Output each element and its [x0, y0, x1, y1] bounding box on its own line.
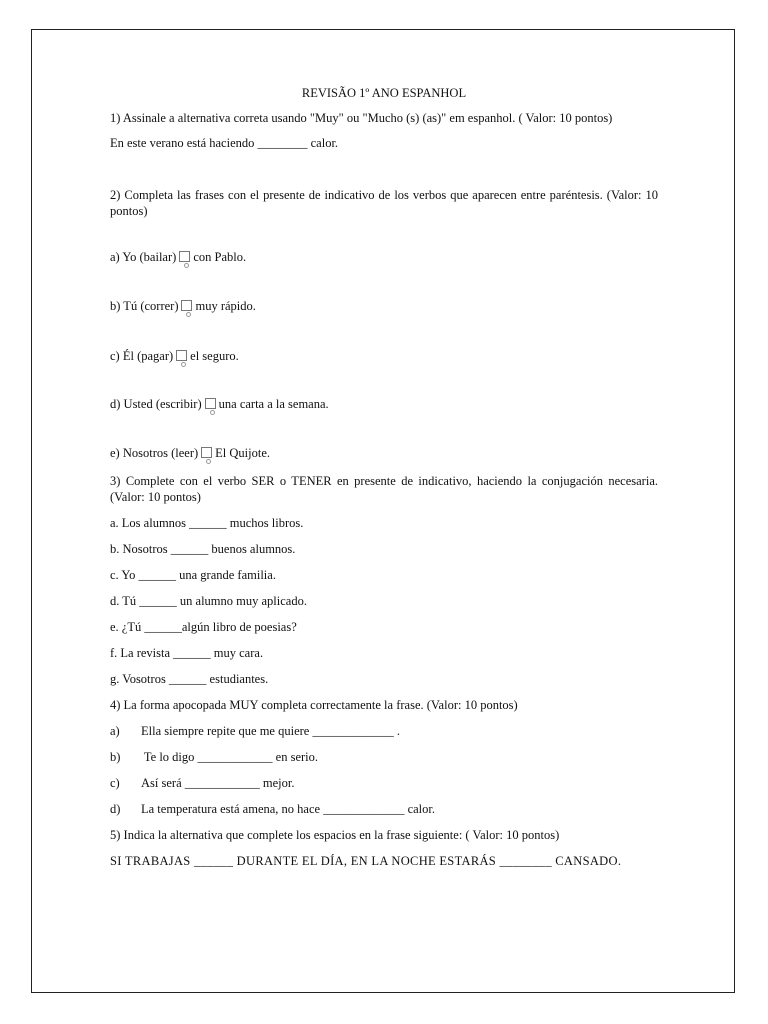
q3-item: d. Tú ______ un alumno muy aplicado.: [110, 594, 307, 608]
q4-prompt: 4) La forma apocopada MUY completa correctamente la frase. (Valor: 10 pontos): [110, 698, 518, 712]
q4-item-text: La temperatura está amena, no hace _____________ calor.: [141, 802, 435, 816]
q3-item: c. Yo ______ una grande familia.: [110, 568, 276, 582]
q4-item: [110, 801, 658, 817]
q2-prompt: 2) Completa las frases con el presente de indicativo de los verbos que aparecen entre paréntesis. (Valor: 10 pontos): [110, 188, 658, 218]
q1-sentence: En este verano está haciendo ________ calor.: [110, 136, 339, 150]
document-page: [31, 29, 735, 993]
q2-item-before: d) Usted (escribir): [110, 397, 202, 411]
checkbox-icon[interactable]: [179, 251, 190, 262]
q4-item: [110, 749, 658, 765]
document-title: REVISÃO 1º ANO ESPANHOL: [301, 86, 467, 100]
q4-item-letter: a): [110, 724, 120, 738]
q2-item-e: [110, 445, 658, 461]
q3-prompt: 3) Complete con el verbo SER o TENER en presente de indicativo, haciendo la conjugación necesaria. (Valor: 10 pontos): [110, 474, 658, 504]
q4-item-letter: d): [110, 802, 121, 816]
q2-item-before: a) Yo (bailar): [110, 250, 177, 264]
q2-item-before: e) Nosotros (leer): [110, 446, 199, 460]
q2-item-after: con Pablo.: [193, 250, 247, 264]
q4-item-letter: b): [110, 750, 121, 764]
q4-item-text: Así será ____________ mejor.: [141, 776, 295, 790]
q2-item-after: el seguro.: [190, 349, 239, 363]
q2-item-after: muy rápido.: [195, 299, 256, 313]
q4-item: [110, 723, 658, 739]
checkbox-icon[interactable]: [181, 300, 192, 311]
q3-item: a. Los alumnos ______ muchos libros.: [110, 516, 304, 530]
q4-item-letter: c): [110, 776, 120, 790]
checkbox-icon[interactable]: [176, 350, 187, 361]
q2-item-before: b) Tú (correr): [110, 299, 179, 313]
q3-item: f. La revista ______ muy cara.: [110, 646, 264, 660]
q3-item: e. ¿Tú ______algún libro de poesias?: [110, 620, 297, 634]
q3-item: g. Vosotros ______ estudiantes.: [110, 672, 269, 686]
document-content: [110, 85, 658, 869]
q2-item-b: [110, 298, 658, 314]
q4-item: [110, 775, 658, 791]
q4-item-text: Te lo digo ____________ en serio.: [141, 750, 319, 764]
q5-sentence: SI TRABAJAS ______ DURANTE EL DÍA, EN LA NOCHE ESTARÁS ________ CANSADO.: [110, 854, 622, 868]
q2-item-after: una carta a la semana.: [218, 397, 329, 411]
q1-prompt: 1) Assinale a alternativa correta usando "Muy" ou "Mucho (s) (as)" em espanhol. ( Valor: 10 pontos): [110, 111, 613, 125]
q2-item-after: El Quijote.: [215, 446, 271, 460]
q5-prompt: 5) Indica la alternativa que complete los espacios en la frase siguiente: ( Valor: 10 pontos): [110, 828, 560, 842]
q3-item: b. Nosotros ______ buenos alumnos.: [110, 542, 296, 556]
q2-item-d: [110, 396, 658, 412]
checkbox-icon[interactable]: [205, 398, 216, 409]
q2-item-a: [110, 249, 658, 265]
q2-item-before: c) Él (pagar): [110, 349, 174, 363]
q2-item-c: [110, 348, 658, 364]
checkbox-icon[interactable]: [201, 447, 212, 458]
q4-item-text: Ella siempre repite que me quiere _____________ .: [141, 724, 400, 738]
